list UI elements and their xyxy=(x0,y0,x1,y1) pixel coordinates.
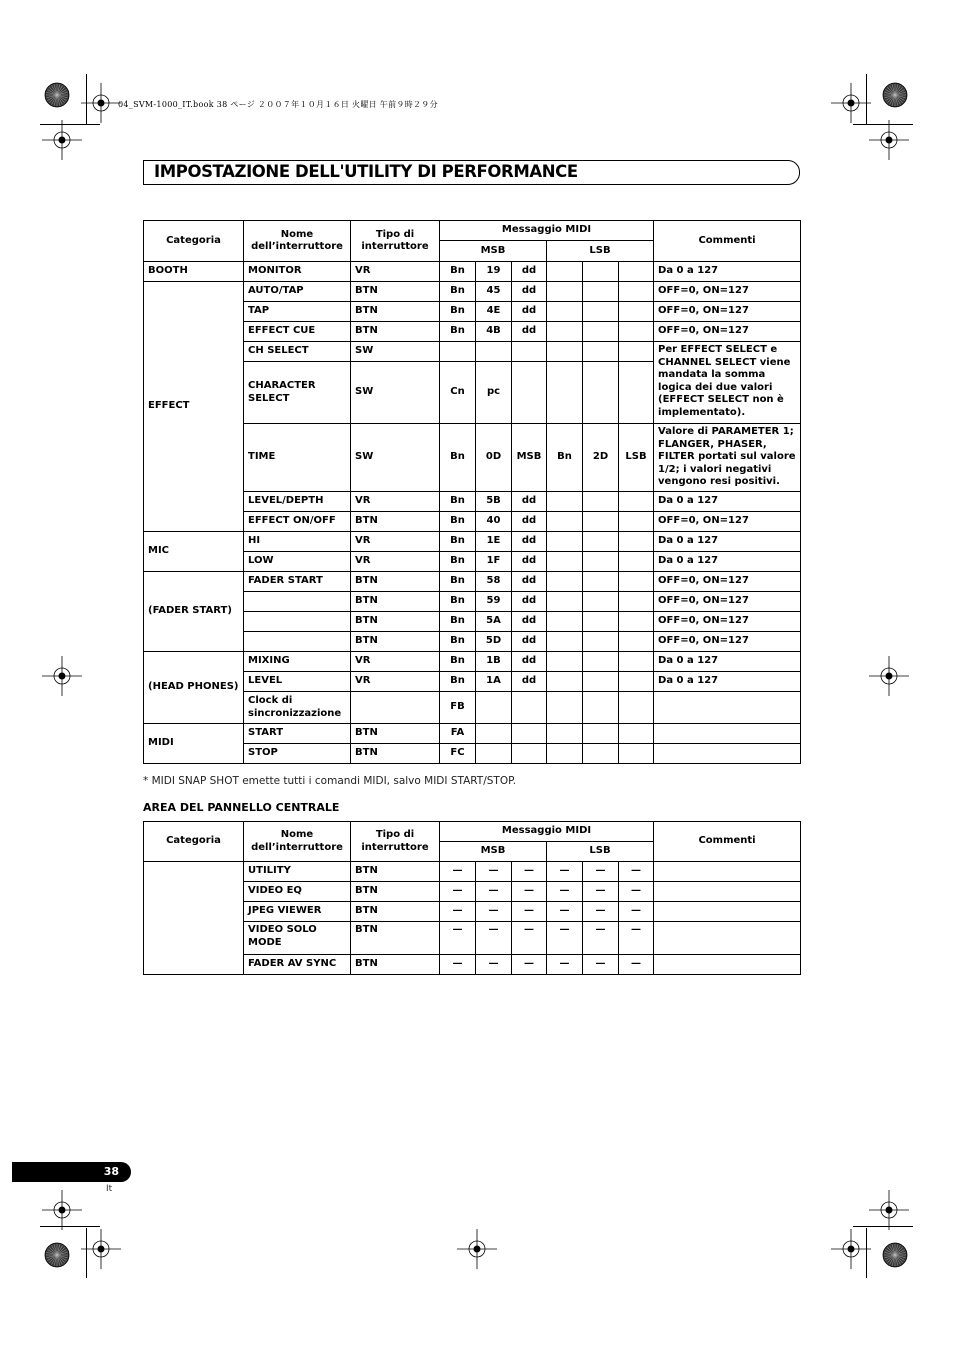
midi-byte-cell xyxy=(583,302,619,322)
midi-byte-cell: 1E xyxy=(476,532,512,552)
switch-name-cell: VIDEO SOLO MODE xyxy=(244,922,351,955)
switch-type-cell: BTN xyxy=(351,512,440,532)
midi-byte-cell xyxy=(547,492,583,512)
midi-byte-cell xyxy=(583,492,619,512)
header-commenti: Commenti xyxy=(654,822,801,862)
midi-byte-cell: — xyxy=(512,922,547,955)
switch-name-cell: UTILITY xyxy=(244,862,351,882)
switch-name-cell: LEVEL/DEPTH xyxy=(244,492,351,512)
switch-type-cell: SW xyxy=(351,342,440,362)
midi-byte-cell: — xyxy=(476,955,512,975)
comment-cell: OFF=0, ON=127 xyxy=(654,572,801,592)
midi-byte-cell: dd xyxy=(512,632,547,652)
switch-name-cell: TIME xyxy=(244,424,351,492)
midi-byte-cell: — xyxy=(619,922,654,955)
page-number-tab xyxy=(12,1162,131,1182)
midi-byte-cell: — xyxy=(619,955,654,975)
midi-byte-cell: 40 xyxy=(476,512,512,532)
switch-type-cell: BTN xyxy=(351,922,440,955)
table-row xyxy=(144,724,801,744)
switch-type-cell: BTN xyxy=(351,572,440,592)
midi-byte-cell xyxy=(547,342,583,362)
switch-type-cell: VR xyxy=(351,492,440,512)
crosshair-icon xyxy=(869,656,909,696)
comment-cell: OFF=0, ON=127 xyxy=(654,632,801,652)
midi-byte-cell: pc xyxy=(476,362,512,424)
comment-cell: Da 0 a 127 xyxy=(654,652,801,672)
comment-cell: Da 0 a 127 xyxy=(654,262,801,282)
midi-byte-cell xyxy=(619,492,654,512)
midi-byte-cell xyxy=(512,724,547,744)
midi-byte-cell: Bn xyxy=(440,632,476,652)
midi-byte-cell: — xyxy=(583,882,619,902)
switch-name-cell: HI xyxy=(244,532,351,552)
midi-byte-cell: — xyxy=(440,862,476,882)
switch-name-cell: MIXING xyxy=(244,652,351,672)
comment-cell xyxy=(654,862,801,882)
header-commenti: Commenti xyxy=(654,221,801,262)
switch-type-cell: SW xyxy=(351,424,440,492)
comment-cell: OFF=0, ON=127 xyxy=(654,612,801,632)
midi-byte-cell xyxy=(512,744,547,764)
comment-cell xyxy=(654,724,801,744)
midi-byte-cell: dd xyxy=(512,592,547,612)
header-lsb: LSB xyxy=(547,842,654,862)
table-row xyxy=(144,572,801,592)
midi-byte-cell xyxy=(619,672,654,692)
comment-cell: OFF=0, ON=127 xyxy=(654,512,801,532)
midi-byte-cell: FC xyxy=(440,744,476,764)
midi-byte-cell: — xyxy=(512,955,547,975)
page-title-bar xyxy=(143,160,800,185)
midi-byte-cell: — xyxy=(476,902,512,922)
category-cell: MIDI xyxy=(144,724,244,764)
crop-line xyxy=(40,124,100,125)
midi-byte-cell xyxy=(583,342,619,362)
switch-type-cell: BTN xyxy=(351,882,440,902)
crosshair-icon xyxy=(457,1229,497,1269)
switch-type-cell: BTN xyxy=(351,632,440,652)
crosshair-icon xyxy=(42,656,82,696)
crosshair-icon xyxy=(42,120,82,160)
crosshair-icon xyxy=(831,1229,871,1269)
comment-cell xyxy=(654,692,801,724)
midi-byte-cell: 5D xyxy=(476,632,512,652)
crosshair-icon xyxy=(81,1229,121,1269)
midi-byte-cell: — xyxy=(512,862,547,882)
midi-byte-cell xyxy=(547,672,583,692)
midi-byte-cell: — xyxy=(619,882,654,902)
table-row xyxy=(144,282,801,302)
switch-name-cell: CHARACTER SELECT xyxy=(244,362,351,424)
switch-type-cell: BTN xyxy=(351,902,440,922)
midi-byte-cell: — xyxy=(440,902,476,922)
midi-byte-cell: — xyxy=(440,922,476,955)
switch-name-cell: EFFECT CUE xyxy=(244,322,351,342)
page-language: It xyxy=(106,1184,113,1194)
midi-byte-cell: 5B xyxy=(476,492,512,512)
midi-byte-cell xyxy=(547,692,583,724)
midi-byte-cell xyxy=(583,692,619,724)
midi-byte-cell: MSB xyxy=(512,424,547,492)
midi-byte-cell: LSB xyxy=(619,424,654,492)
comment-cell: OFF=0, ON=127 xyxy=(654,302,801,322)
page-number: 38 xyxy=(103,1165,119,1178)
midi-byte-cell: dd xyxy=(512,302,547,322)
switch-name-cell: AUTO/TAP xyxy=(244,282,351,302)
midi-byte-cell xyxy=(583,262,619,282)
midi-byte-cell: — xyxy=(583,902,619,922)
registration-target-icon xyxy=(44,1242,70,1268)
midi-byte-cell xyxy=(547,632,583,652)
page-title: IMPOSTAZIONE DELL'UTILITY DI PERFORMANCE xyxy=(154,162,578,181)
midi-byte-cell xyxy=(583,724,619,744)
switch-name-cell: CH SELECT xyxy=(244,342,351,362)
midi-byte-cell xyxy=(619,632,654,652)
switch-name-cell: TAP xyxy=(244,302,351,322)
crosshair-icon xyxy=(42,1190,82,1230)
switch-type-cell: SW xyxy=(351,362,440,424)
midi-byte-cell xyxy=(476,724,512,744)
midi-byte-cell xyxy=(619,744,654,764)
category-cell: EFFECT xyxy=(144,282,244,532)
midi-byte-cell: — xyxy=(547,922,583,955)
midi-byte-cell: — xyxy=(476,882,512,902)
midi-byte-cell xyxy=(547,592,583,612)
switch-name-cell: FADER AV SYNC xyxy=(244,955,351,975)
midi-byte-cell xyxy=(619,652,654,672)
midi-byte-cell: — xyxy=(547,902,583,922)
crop-line xyxy=(853,124,913,125)
midi-byte-cell xyxy=(583,652,619,672)
switch-name-cell: Clock di sincronizzazione xyxy=(244,692,351,724)
registration-target-icon xyxy=(882,1242,908,1268)
midi-byte-cell xyxy=(619,302,654,322)
midi-byte-cell xyxy=(547,744,583,764)
switch-type-cell: BTN xyxy=(351,612,440,632)
comment-cell xyxy=(654,902,801,922)
header-categoria: Categoria xyxy=(144,822,244,862)
midi-byte-cell: Bn xyxy=(440,532,476,552)
midi-byte-cell: FB xyxy=(440,692,476,724)
crop-line xyxy=(86,1228,87,1278)
table-row xyxy=(144,862,801,882)
crop-line xyxy=(853,1226,913,1227)
midi-byte-cell xyxy=(512,342,547,362)
switch-type-cell: VR xyxy=(351,532,440,552)
midi-byte-cell xyxy=(547,512,583,532)
switch-type-cell: BTN xyxy=(351,322,440,342)
midi-byte-cell: Bn xyxy=(440,552,476,572)
switch-name-cell: VIDEO EQ xyxy=(244,882,351,902)
midi-byte-cell xyxy=(583,552,619,572)
midi-byte-cell: Bn xyxy=(440,302,476,322)
comment-cell: Per EFFECT SELECT e CHANNEL SELECT viene mandata la somma logica dei due valori (EFFECT SELECT non è implementato). xyxy=(654,342,801,424)
comment-cell: Da 0 a 127 xyxy=(654,492,801,512)
switch-name-cell: LEVEL xyxy=(244,672,351,692)
midi-byte-cell: — xyxy=(476,862,512,882)
switch-type-cell: BTN xyxy=(351,302,440,322)
midi-byte-cell xyxy=(619,342,654,362)
crosshair-icon xyxy=(831,83,871,123)
comment-cell: Valore di PARAMETER 1; FLANGER, PHASER, FILTER portati sul valore 1/2; i valori negativi vengono resi positivi. xyxy=(654,424,801,492)
comment-cell: Da 0 a 127 xyxy=(654,552,801,572)
category-cell: BOOTH xyxy=(144,262,244,282)
midi-byte-cell xyxy=(583,282,619,302)
midi-byte-cell xyxy=(476,692,512,724)
header-msb: MSB xyxy=(440,241,547,262)
midi-byte-cell: — xyxy=(440,882,476,902)
switch-type-cell: BTN xyxy=(351,282,440,302)
category-cell: MIC xyxy=(144,532,244,572)
switch-name-cell: LOW xyxy=(244,552,351,572)
midi-byte-cell xyxy=(547,612,583,632)
crop-line xyxy=(86,74,87,124)
switch-type-cell: BTN xyxy=(351,744,440,764)
midi-byte-cell xyxy=(619,612,654,632)
switch-name-cell: STOP xyxy=(244,744,351,764)
midi-byte-cell: dd xyxy=(512,532,547,552)
midi-byte-cell xyxy=(619,282,654,302)
header-nome: Nome dell’interruttore xyxy=(244,221,351,262)
midi-byte-cell xyxy=(547,532,583,552)
midi-byte-cell: 1A xyxy=(476,672,512,692)
midi-byte-cell: Bn xyxy=(440,512,476,532)
switch-type-cell: BTN xyxy=(351,955,440,975)
midi-byte-cell: dd xyxy=(512,552,547,572)
switch-name-cell: START xyxy=(244,724,351,744)
header-lsb: LSB xyxy=(547,241,654,262)
midi-byte-cell: — xyxy=(619,862,654,882)
table-row xyxy=(144,652,801,672)
crop-line xyxy=(866,1228,867,1278)
midi-byte-cell: Bn xyxy=(440,424,476,492)
midi-byte-cell: Bn xyxy=(440,592,476,612)
midi-byte-cell: — xyxy=(547,862,583,882)
midi-byte-cell: dd xyxy=(512,282,547,302)
midi-byte-cell xyxy=(619,322,654,342)
midi-byte-cell xyxy=(583,362,619,424)
midi-byte-cell: dd xyxy=(512,492,547,512)
table-row xyxy=(144,532,801,552)
comment-cell: Da 0 a 127 xyxy=(654,532,801,552)
midi-byte-cell: — xyxy=(440,955,476,975)
switch-name-cell: FADER START xyxy=(244,572,351,592)
comment-cell: Da 0 a 127 xyxy=(654,672,801,692)
midi-byte-cell xyxy=(583,512,619,532)
comment-cell xyxy=(654,922,801,955)
comment-cell xyxy=(654,882,801,902)
midi-byte-cell xyxy=(583,744,619,764)
midi-byte-cell: — xyxy=(583,862,619,882)
midi-byte-cell: — xyxy=(547,955,583,975)
midi-byte-cell: 0D xyxy=(476,424,512,492)
crop-line xyxy=(866,74,867,124)
switch-type-cell: VR xyxy=(351,552,440,572)
comment-cell: OFF=0, ON=127 xyxy=(654,322,801,342)
midi-byte-cell: Bn xyxy=(440,262,476,282)
switch-type-cell: BTN xyxy=(351,592,440,612)
footnote: * MIDI SNAP SHOT emette tutti i comandi MIDI, salvo MIDI START/STOP. xyxy=(143,775,517,787)
header-messaggio: Messaggio MIDI xyxy=(440,221,654,241)
midi-byte-cell xyxy=(619,262,654,282)
switch-name-cell: JPEG VIEWER xyxy=(244,902,351,922)
crop-line xyxy=(40,1226,100,1227)
switch-name-cell: MONITOR xyxy=(244,262,351,282)
midi-byte-cell: Cn xyxy=(440,362,476,424)
midi-byte-cell xyxy=(619,692,654,724)
midi-byte-cell xyxy=(476,744,512,764)
header-categoria: Categoria xyxy=(144,221,244,262)
midi-table xyxy=(143,220,801,764)
header-messaggio: Messaggio MIDI xyxy=(440,822,654,842)
midi-byte-cell: 1B xyxy=(476,652,512,672)
midi-byte-cell: 5A xyxy=(476,612,512,632)
midi-byte-cell: dd xyxy=(512,572,547,592)
midi-byte-cell xyxy=(512,362,547,424)
midi-byte-cell xyxy=(547,282,583,302)
midi-byte-cell xyxy=(619,592,654,612)
midi-byte-cell xyxy=(547,572,583,592)
midi-byte-cell xyxy=(547,322,583,342)
midi-byte-cell: 4E xyxy=(476,302,512,322)
midi-byte-cell: — xyxy=(547,882,583,902)
comment-cell: OFF=0, ON=127 xyxy=(654,592,801,612)
midi-byte-cell: Bn xyxy=(440,572,476,592)
midi-byte-cell xyxy=(547,302,583,322)
midi-byte-cell xyxy=(619,552,654,572)
midi-byte-cell xyxy=(547,724,583,744)
crosshair-icon xyxy=(869,120,909,160)
switch-name-cell xyxy=(244,612,351,632)
midi-byte-cell xyxy=(583,322,619,342)
switch-type-cell: VR xyxy=(351,652,440,672)
midi-byte-cell xyxy=(619,724,654,744)
midi-byte-cell xyxy=(583,532,619,552)
midi-byte-cell xyxy=(619,512,654,532)
midi-byte-cell xyxy=(619,572,654,592)
midi-byte-cell: Bn xyxy=(440,612,476,632)
midi-byte-cell: 45 xyxy=(476,282,512,302)
midi-byte-cell: — xyxy=(512,902,547,922)
category-cell: (HEAD PHONES) xyxy=(144,652,244,724)
switch-type-cell: BTN xyxy=(351,724,440,744)
midi-byte-cell: Bn xyxy=(440,282,476,302)
switch-name-cell xyxy=(244,592,351,612)
midi-byte-cell: dd xyxy=(512,612,547,632)
switch-name-cell: EFFECT ON/OFF xyxy=(244,512,351,532)
midi-byte-cell xyxy=(547,362,583,424)
midi-byte-cell: dd xyxy=(512,322,547,342)
registration-target-icon xyxy=(44,82,70,108)
crosshair-icon xyxy=(869,1190,909,1230)
header-msb: MSB xyxy=(440,842,547,862)
midi-byte-cell: Bn xyxy=(547,424,583,492)
midi-byte-cell: 2D xyxy=(583,424,619,492)
category-cell xyxy=(144,862,244,975)
midi-byte-cell: Bn xyxy=(440,492,476,512)
midi-byte-cell: — xyxy=(619,902,654,922)
midi-byte-cell xyxy=(583,572,619,592)
midi-byte-cell: — xyxy=(512,882,547,902)
midi-byte-cell: — xyxy=(583,955,619,975)
header-nome: Nome dell’interruttore xyxy=(244,822,351,862)
midi-byte-cell xyxy=(583,632,619,652)
midi-byte-cell: — xyxy=(476,922,512,955)
header-tipo: Tipo di interruttore xyxy=(351,221,440,262)
midi-byte-cell xyxy=(547,262,583,282)
midi-byte-cell xyxy=(547,652,583,672)
midi-byte-cell xyxy=(583,592,619,612)
print-header: 04_SVM-1000_IT.book 38 ページ ２００７年１０月１６日 火曜日 午前９時２９分 xyxy=(118,100,438,109)
midi-byte-cell: FA xyxy=(440,724,476,744)
midi-byte-cell xyxy=(476,342,512,362)
midi-byte-cell: Bn xyxy=(440,652,476,672)
header-tipo: Tipo di interruttore xyxy=(351,822,440,862)
midi-byte-cell xyxy=(583,612,619,632)
midi-byte-cell xyxy=(619,362,654,424)
midi-byte-cell xyxy=(619,532,654,552)
central-panel-table xyxy=(143,821,801,975)
switch-type-cell: VR xyxy=(351,262,440,282)
table-row xyxy=(144,262,801,282)
midi-byte-cell: 1F xyxy=(476,552,512,572)
crosshair-icon xyxy=(81,83,121,123)
midi-byte-cell: 58 xyxy=(476,572,512,592)
midi-byte-cell xyxy=(440,342,476,362)
switch-type-cell: VR xyxy=(351,672,440,692)
switch-type-cell: BTN xyxy=(351,862,440,882)
midi-byte-cell: 19 xyxy=(476,262,512,282)
midi-byte-cell: Bn xyxy=(440,322,476,342)
switch-name-cell xyxy=(244,632,351,652)
midi-byte-cell: 4B xyxy=(476,322,512,342)
registration-target-icon xyxy=(882,82,908,108)
midi-byte-cell: dd xyxy=(512,512,547,532)
midi-byte-cell xyxy=(583,672,619,692)
section-title: AREA DEL PANNELLO CENTRALE xyxy=(143,801,340,814)
midi-byte-cell: Bn xyxy=(440,672,476,692)
midi-byte-cell xyxy=(512,692,547,724)
category-cell: (FADER START) xyxy=(144,572,244,652)
midi-byte-cell: — xyxy=(583,922,619,955)
midi-byte-cell: dd xyxy=(512,652,547,672)
midi-byte-cell: dd xyxy=(512,672,547,692)
midi-byte-cell: dd xyxy=(512,262,547,282)
comment-cell xyxy=(654,955,801,975)
comment-cell xyxy=(654,744,801,764)
switch-type-cell xyxy=(351,692,440,724)
comment-cell: OFF=0, ON=127 xyxy=(654,282,801,302)
midi-byte-cell xyxy=(547,552,583,572)
midi-byte-cell: 59 xyxy=(476,592,512,612)
